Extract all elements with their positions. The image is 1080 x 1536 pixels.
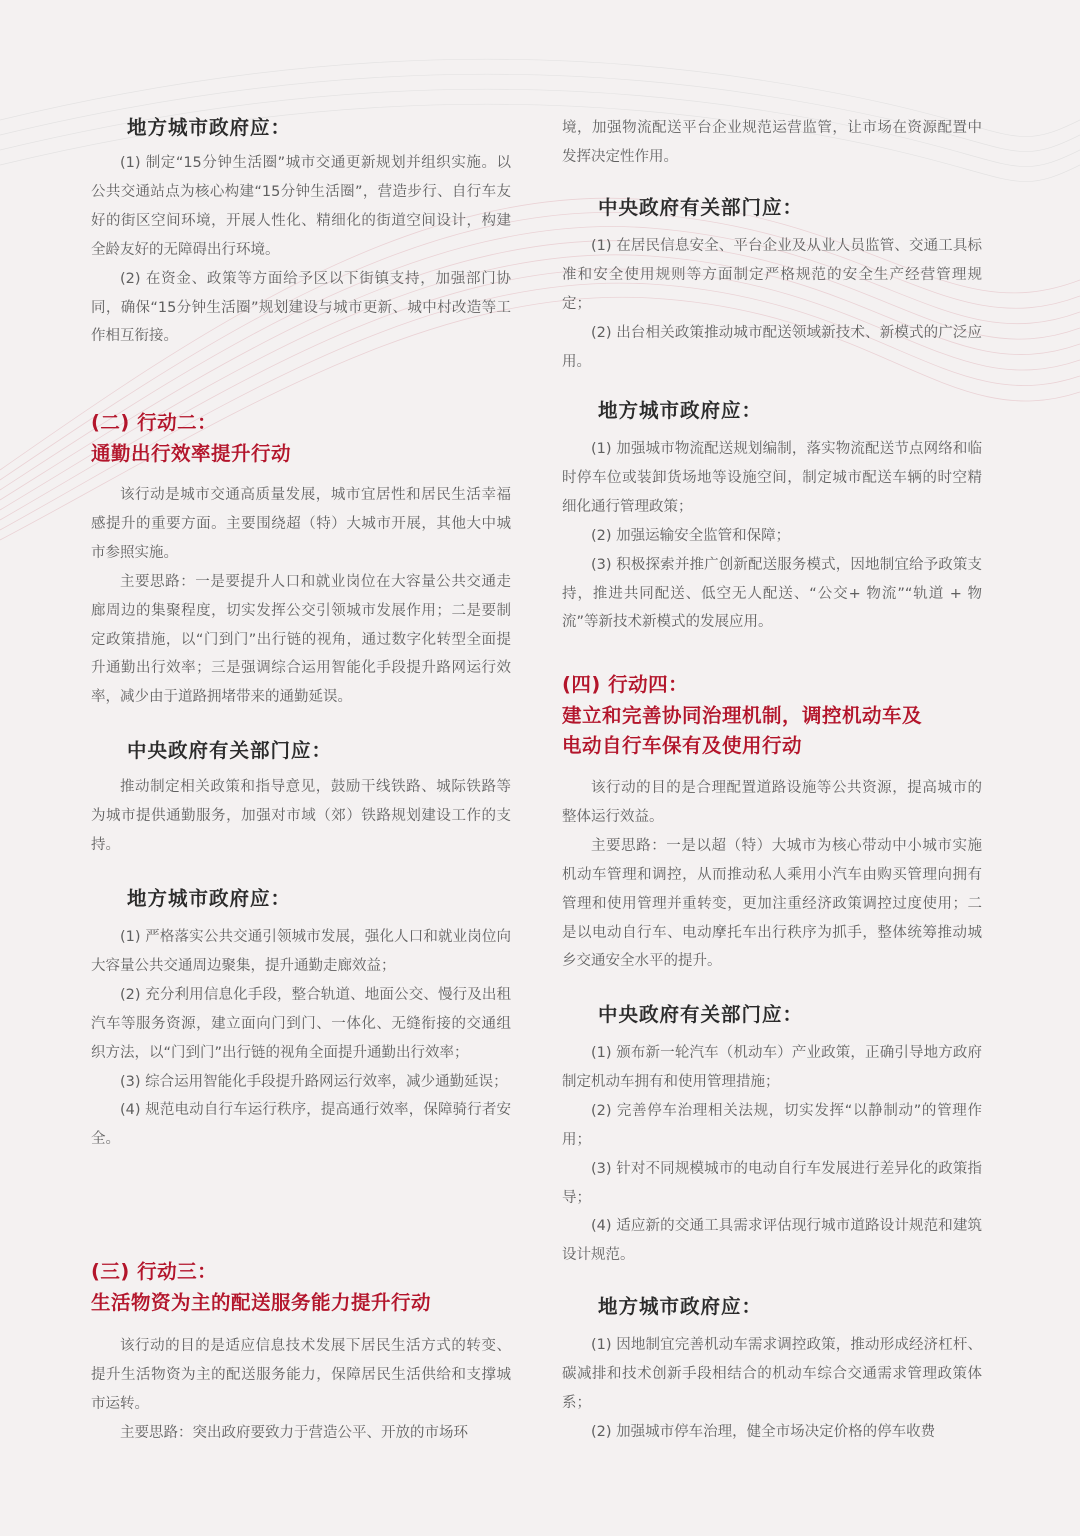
local-gov-section-1 — [91, 115, 511, 141]
paragraph: 该行动的目的是合理配置道路设施等公共资源，提高城市的整体运行效益。 — [562, 780, 982, 825]
central-gov-items-3 — [562, 232, 982, 377]
continuation-paragraph — [562, 114, 982, 172]
list-item: (1) 因地制宜完善机动车需求调控政策，推动形成经济杠杆、碳减排和技术创新手段相结合的机动车综合交通需求管理政策体系； — [562, 1337, 982, 1411]
list-item: (3) 综合运用智能化手段提升路网运行效率，减少通勤延误； — [120, 1073, 508, 1090]
list-item: (3) 积极探索并推广创新配送服务模式，因地制宜给予政策支持，推进共同配送、低空无人配送、“公交+ 物流”“轨道 + 物流”等新技术新模式的发展应用。 — [562, 556, 982, 631]
local-gov-section-2 — [91, 886, 511, 912]
central-gov-body-2 — [91, 773, 511, 860]
paragraph: 主要思路：一是要提升人口和就业岗位在大容量公共交通走廊周边的集聚程度，切实发挥公交引领城市发展作用；二是要制定政策措施，以“门到门”出行链的视角，通过数字化转型全面提升通勤出行效率；三是强调综合运用智能化手段提升路网运行效率，减少由于道路拥堵带来的通勤延误。 — [91, 573, 511, 706]
section-heading: 地方城市政府应： — [127, 887, 292, 910]
central-gov-section-4 — [562, 1002, 982, 1028]
local-gov-section-3 — [562, 398, 982, 424]
action-4-header — [562, 670, 982, 762]
action-label: (三) 行动三： — [91, 1260, 218, 1283]
list-item: (4) 规范电动自行车运行秩序，提高通行效率，保障骑行者安全。 — [91, 1102, 511, 1148]
section-heading: 地方城市政府应： — [598, 399, 763, 422]
action-2-body — [91, 481, 511, 712]
list-item: (2) 完善停车治理相关法规，切实发挥“以静制动”的管理作用； — [562, 1102, 982, 1148]
list-item: (4) 适应新的交通工具需求评估现行城市道路设计规范和建筑设计规范。 — [562, 1218, 982, 1264]
action-label: (二) 行动二： — [91, 411, 218, 434]
paragraph: 该行动的目的是适应信息技术发展下居民生活方式的转变、提升生活物资为主的配送服务能力，保障居民生活供给和支撑城市运转。 — [91, 1338, 511, 1412]
action-3-header — [91, 1257, 511, 1318]
central-gov-items-4 — [562, 1039, 982, 1270]
central-gov-section-2 — [91, 738, 511, 764]
action-2-header — [91, 408, 511, 469]
list-item: (1) 颁布新一轮汽车（机动车）产业政策，正确引导地方政府制定机动车拥有和使用管理措施； — [562, 1045, 982, 1090]
list-item: (1) 严格落实公共交通引领城市发展，强化人口和就业岗位向大容量公共交通周边聚集，提升通勤走廊效益； — [91, 929, 511, 974]
action-title: 生活物资为主的配送服务能力提升行动 — [91, 1290, 432, 1314]
action-title: 通勤出行效率提升行动 — [91, 441, 292, 465]
action-title: 电动自行车保有及使用行动 — [562, 734, 803, 757]
list-item: (2) 加强运输安全监管和保障； — [591, 527, 791, 544]
paragraph: 主要思路：突出政府要致力于营造公平、开放的市场环 — [120, 1424, 468, 1441]
list-item: (1) 加强城市物流配送规划编制，落实物流配送节点网络和临时停车位或装卸货场地等设施空间，制定城市配送车辆的时空精细化通行管理政策； — [562, 441, 982, 515]
list-item: (2) 在资金、政策等方面给予区以下街镇支持，加强部门协同，确保“15分钟生活圈”规划建设与城市更新、城中村改造等工作相互衔接。 — [91, 270, 511, 345]
section-heading: 中央政府有关部门应： — [598, 1003, 804, 1026]
list-item: (1) 在居民信息安全、平台企业及从业人员监管、交通工具标准和安全使用规则等方面制定严格规范的安全生产经营管理规定； — [562, 238, 982, 312]
local-gov-items-3 — [562, 435, 982, 637]
action-4-body — [562, 774, 982, 976]
list-item: (2) 加强城市停车治理，健全市场决定价格的停车收费 — [591, 1423, 936, 1440]
paragraph: 境，加强物流配送平台企业规范运营监管，让市场在资源配置中发挥决定性作用。 — [562, 120, 982, 165]
section-heading: 地方城市政府应： — [127, 116, 292, 139]
paragraph: 该行动是城市交通高质量发展，城市宜居性和居民生活幸福感提升的重要方面。主要围绕超（特）大城市开展，其他大中城市参照实施。 — [91, 487, 511, 561]
paragraph: 主要思路：一是以超（特）大城市为核心带动中小城市实施机动车管理和调控，从而推动私人乘用小汽车由购买管理向拥有管理和使用管理并重转变，更加注重经济政策调控过度使用；二是以电动自行车、电动摩托车出行秩序为抓手，整体统筹推动城乡交通安全水平的提升。 — [562, 837, 982, 970]
action-title: 建立和完善协同治理机制，调控机动车及 — [562, 703, 923, 727]
list-item: (2) 充分利用信息化手段，整合轨道、地面公交、慢行及出租汽车等服务资源，建立面向门到门、一体化、无缝衔接的交通组织方法，以“门到门”出行链的视角全面提升通勤出行效率； — [91, 986, 511, 1061]
list-item: (2) 出台相关政策推动城市配送领域新技术、新模式的广泛应用。 — [562, 324, 982, 370]
central-gov-section-3 — [562, 195, 982, 221]
section-heading: 中央政府有关部门应： — [127, 739, 333, 762]
paragraph: 推动制定相关政策和指导意见，鼓励干线铁路、城际铁路等为城市提供通勤服务，加强对市域（郊）铁路规划建设工作的支持。 — [91, 779, 511, 853]
action-3-body — [91, 1332, 511, 1448]
action-label: (四) 行动四： — [562, 673, 689, 696]
list-item: (3) 针对不同规模城市的电动自行车发展进行差异化的政策指导； — [562, 1160, 982, 1206]
local-gov-section-4 — [562, 1294, 982, 1320]
local-gov-items-4 — [562, 1331, 982, 1447]
local-gov-items-2 — [91, 923, 511, 1154]
list-item: (1) 制定“15分钟生活圈”城市交通更新规划并组织实施。以公共交通站点为核心构建“15分钟生活圈”，营造步行、自行车友好的街区空间环境，开展人性化、精细化的街道空间设计，构建全龄友好的无障碍出行环境。 — [91, 155, 511, 258]
section-heading: 中央政府有关部门应： — [598, 196, 804, 219]
section-heading: 地方城市政府应： — [598, 1295, 763, 1318]
local-gov-items-1 — [91, 149, 511, 351]
